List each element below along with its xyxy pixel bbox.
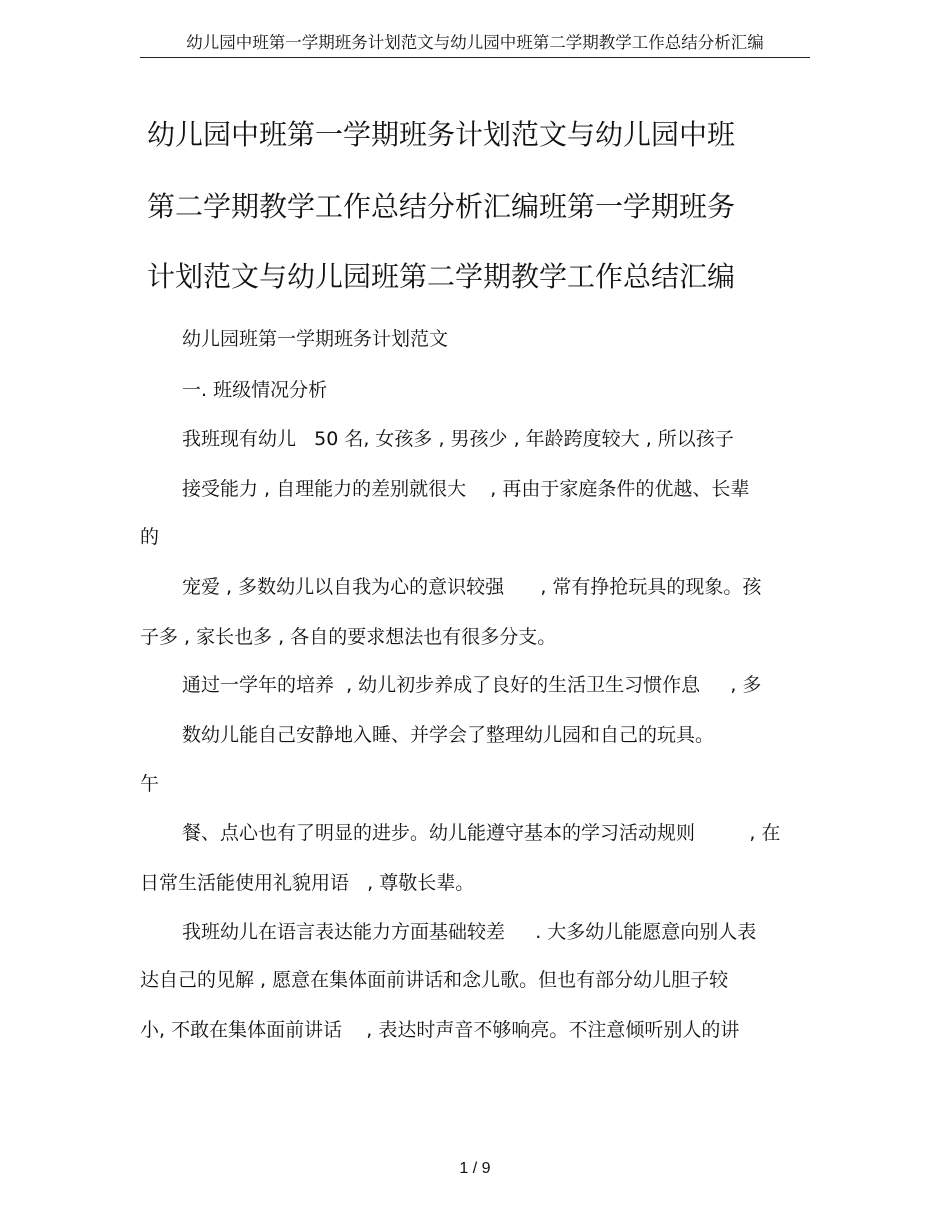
paragraph-line: 我班现有幼儿 50 名, 女孩多 , 男孩少 , 年龄跨度较大 , 所以孩子 xyxy=(182,428,734,450)
paragraph-line: 餐、点心也有了明显的进步。幼儿能遵守基本的学习活动规则 , 在 xyxy=(182,822,781,844)
page-number: 1 / 9 xyxy=(459,1160,491,1177)
paragraph-line: 数幼儿能自己安静地入睡、并学会了整理幼儿园和自己的玩具。 xyxy=(182,724,715,746)
document-title-line-1: 幼儿园中班第一学期班务计划范文与幼儿园中班 xyxy=(147,118,736,151)
paragraph-line: 小, 不敢在集体面前讲话 , 表达时声音不够响亮。不注意倾听别人的讲 xyxy=(140,1019,740,1041)
paragraph-line: 通过一学年的培养 , 幼儿初步养成了良好的生活卫生习惯作息 , 多 xyxy=(182,674,762,696)
document-title-line-2: 第二学期教学工作总结分析汇编班第一学期班务 xyxy=(147,190,736,223)
paragraph-line: 宠爱 , 多数幼儿以自我为心的意识较强 , 常有挣抢玩具的现象。孩 xyxy=(182,576,762,598)
paragraph-line: 午 xyxy=(140,773,160,795)
paragraph-line: 子多 , 家长也多 , 各自的要求想法也有很多分支。 xyxy=(140,626,557,648)
paragraph-line: 我班幼儿在语言表达能力方面基础较差 . 大多幼儿能愿意向别人表 xyxy=(182,921,757,943)
running-header: 幼儿园中班第一学期班务计划范文与幼儿园中班第二学期教学工作总结分析汇编 xyxy=(186,33,764,52)
document-title-line-3: 计划范文与幼儿园班第二学期教学工作总结汇编 xyxy=(147,260,736,293)
paragraph-line: 达自己的见解 , 愿意在集体面前讲话和念儿歌。但也有部分幼儿胆子较 xyxy=(140,969,729,991)
paragraph-line: 的 xyxy=(140,526,160,548)
header-rule xyxy=(140,57,810,58)
paragraph-line: 日常生活能使用礼貌用语 , 尊敬长辈。 xyxy=(140,872,475,894)
section-heading: 幼儿园班第一学期班务计划范文 xyxy=(182,328,449,350)
paragraph-line: 接受能力 , 自理能力的差别就很大 , 再由于家庭条件的优越、长辈 xyxy=(182,478,750,500)
subsection-heading: 一. 班级情况分析 xyxy=(182,379,328,401)
